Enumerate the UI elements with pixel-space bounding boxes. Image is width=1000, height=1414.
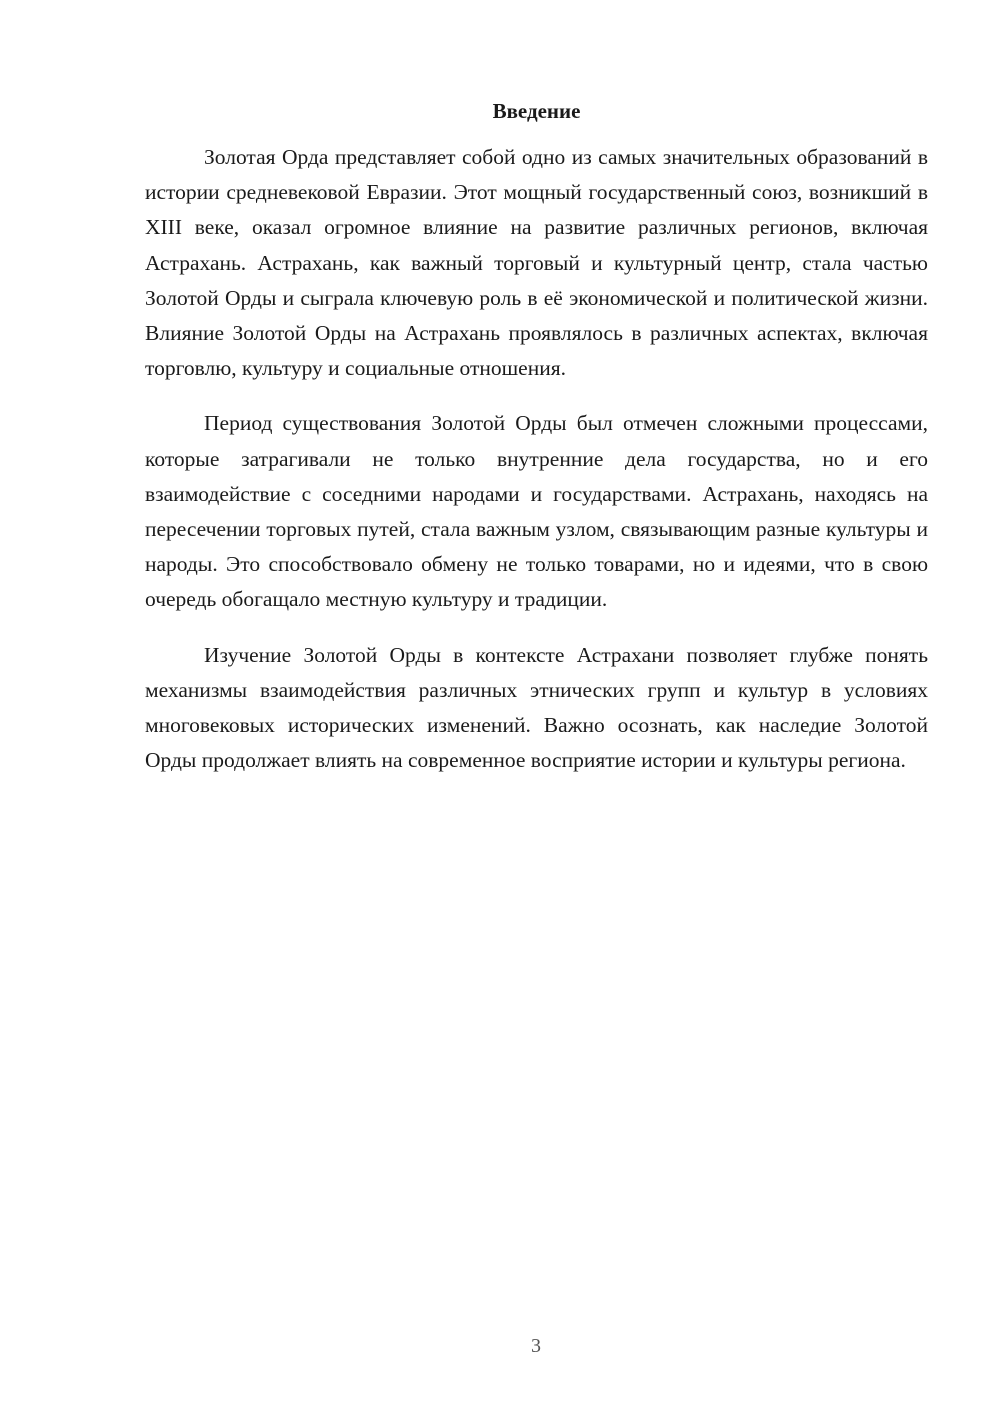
paragraph-2: Период существования Золотой Орды был отмечен сложными процессами, которые затрагивали не только внутренние дела государства, но и его взаимодействие с соседними народами и государствами. Астрахань, находясь на пересечении торговых путей, стала важным узлом, связывающим разные культуры и народы. Это способствовало обмену не только товарами, но и идеями, что в свою очередь обогащало местную культуру и традиции.: [145, 411, 928, 612]
section-heading: Введение: [492, 99, 581, 123]
paragraph-3: Изучение Золотой Орды в контексте Астрахани позволяет глубже понять механизмы взаимодействия различных этнических групп и культур в условиях многовековых исторических изменений. Важно осознать, как наследие Золотой Орды продолжает влиять на современное восприятие истории и культуры региона.: [145, 642, 928, 773]
page-content: [145, 96, 928, 798]
page-number: 3: [531, 1335, 541, 1357]
paragraph-1: Золотая Орда представляет собой одно из самых значительных образований в истории средневековой Евразии. Этот мощный государственный союз, возникший в XIII веке, оказал огромное влияние на развитие различных регионов, включая Астрахань. Астрахань, как важный торговый и культурный центр, стала частью Золотой Орды и сыграла ключевую роль в её экономической и политической жизни. Влияние Золотой Орды на Астрахань проявлялось в различных аспектах, включая торговлю, культуру и социальные отношения.: [145, 145, 928, 381]
